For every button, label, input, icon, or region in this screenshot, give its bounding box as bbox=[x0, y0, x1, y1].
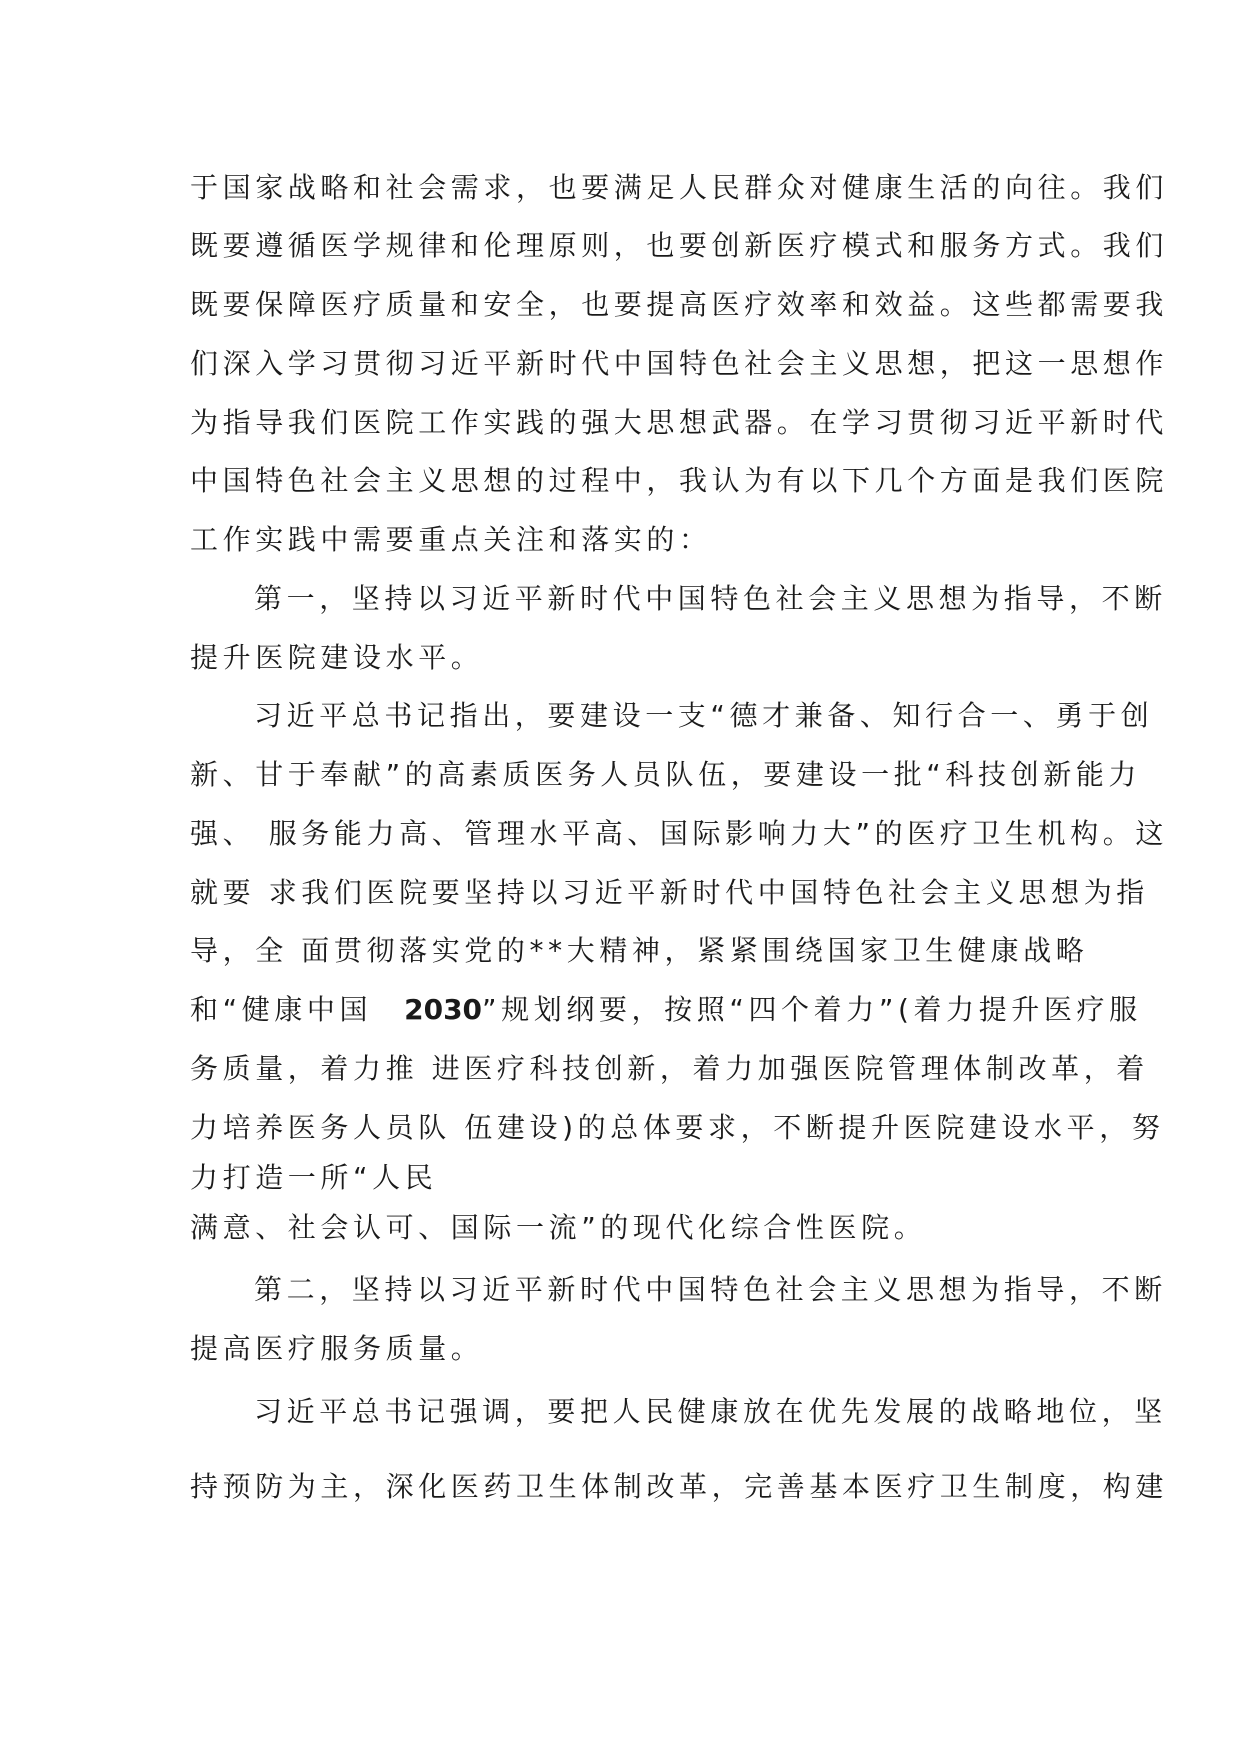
year-number: 2030 bbox=[404, 993, 483, 1026]
body-text-line: 持预防为主，深化医药卫生体制改革，完善基本医疗卫生制度，构建 bbox=[190, 1470, 1169, 1503]
section-heading-2-cont: 提高医疗服务质量。 bbox=[190, 1332, 484, 1365]
body-text-line: 既要遵循医学规律和伦理原则，也要创新医疗模式和服务方式。我们 bbox=[190, 229, 1169, 262]
body-text-line: 务质量，着力推 进医疗科技创新，着力加强医院管理体制改革，着 bbox=[190, 1052, 1149, 1085]
body-text-line-mixed bbox=[190, 992, 1142, 1028]
text-segment: ”规划纲要，按照“四个着力”(着力提升医疗服 bbox=[482, 993, 1142, 1026]
body-text-line: 新、甘于奉献”的高素质医务人员队伍，要建设一批“科技创新能力 bbox=[190, 758, 1142, 791]
body-text-line: 既要保障医疗质量和安全，也要提高医疗效率和效益。这些都需要我 bbox=[190, 288, 1169, 321]
body-text-line: 满意、社会认可、国际一流”的现代化综合性医院。 bbox=[190, 1211, 927, 1244]
body-text-line: 习近平总书记指出，要建设一支“德才兼备、知行合一、勇于创 bbox=[254, 699, 1154, 732]
body-text-line: 力打造一所“人民 bbox=[190, 1161, 438, 1194]
text-segment: 和“健康中国 bbox=[190, 993, 373, 1026]
section-heading-2: 第二，坚持以习近平新时代中国特色社会主义思想为指导，不断 bbox=[254, 1273, 1167, 1306]
body-text-line: 们深入学习贯彻习近平新时代中国特色社会主义思想，把这一思想作 bbox=[190, 347, 1169, 380]
body-text-line: 工作实践中需要重点关注和落实的： bbox=[190, 523, 712, 556]
section-heading-1: 第一，坚持以习近平新时代中国特色社会主义思想为指导，不断 bbox=[254, 582, 1167, 615]
body-text-line: 强、 服务能力高、管理水平高、国际影响力大”的医疗卫生机构。这 bbox=[190, 817, 1169, 850]
section-heading-1-cont: 提升医院建设水平。 bbox=[190, 641, 484, 674]
body-text-line: 就要 求我们医院要坚持以习近平新时代中国特色社会主义思想为指 bbox=[190, 876, 1149, 909]
body-text-line: 力培养医务人员队 伍建设)的总体要求，不断提升医院建设水平，努 bbox=[190, 1111, 1165, 1144]
body-text-line: 中国特色社会主义思想的过程中，我认为有以下几个方面是我们医院 bbox=[190, 464, 1169, 497]
body-text-line: 导，全 面贯彻落实党的**大精神，紧紧围绕国家卫生健康战略 bbox=[190, 934, 1089, 967]
body-text-line: 为指导我们医院工作实践的强大思想武器。在学习贯彻习近平新时代 bbox=[190, 406, 1169, 439]
body-text-line: 于国家战略和社会需求，也要满足人民群众对健康生活的向往。我们 bbox=[190, 171, 1169, 204]
body-text-line: 习近平总书记强调，要把人民健康放在优先发展的战略地位，坚 bbox=[254, 1395, 1167, 1428]
